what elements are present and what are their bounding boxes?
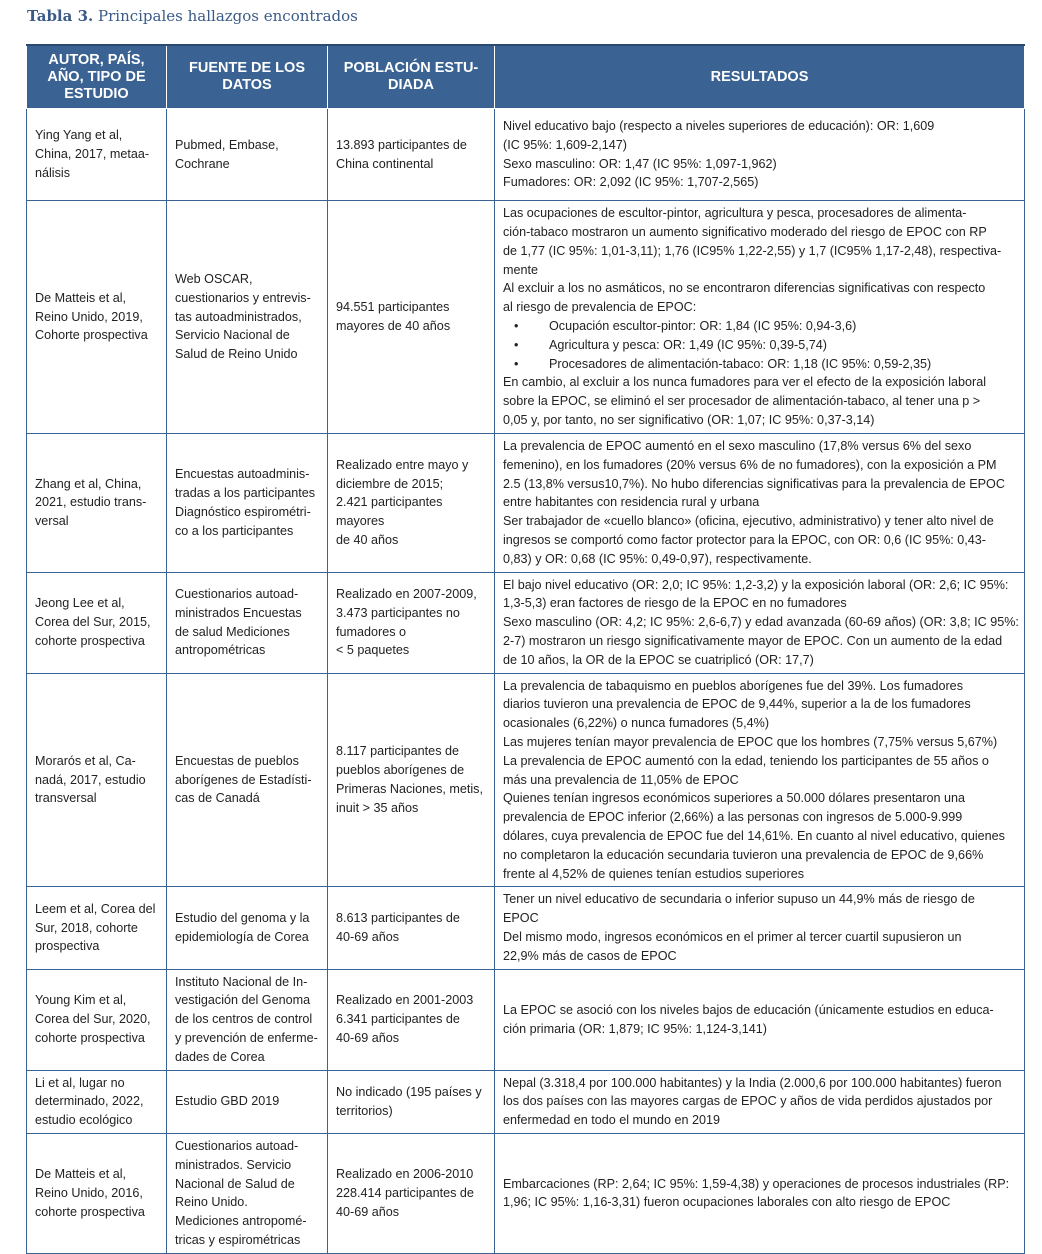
results-line: 1,96; IC 95%: 1,16-3,31) fueron ocupaciones laborales con alto riesgo de EPOC [503,1195,951,1210]
table-row [27,887,1025,969]
cell-author-line: Reino Unido, 2019, [35,309,143,324]
cell-source-line: Encuestas de pueblos [175,753,299,768]
cell-author-line: cohorte prospectiva [35,1030,145,1045]
results-line: Sexo masculino: OR: 1,47 (IC 95%: 1,097-1,962) [503,156,777,171]
results-line: En cambio, al excluir a los nunca fumadores para ver el efecto de la exposición laboral [503,375,987,390]
cell-author [27,1070,167,1133]
cell-source-line: Instituto Nacional de In- [175,974,308,989]
cell-source-line: dades de Corea [175,1049,265,1064]
cell-population-line: 40-69 años [336,1030,400,1045]
bullet-text: Procesadores de alimentación-tabaco: OR: 1,18 (IC 95%: 0,59-2,35) [549,356,932,371]
cell-population [328,109,495,201]
results-line: no completaron la educación secundaria tuvieron una prevalencia de EPOC de 9,66% [503,847,984,862]
cell-source-line: cuestionarios y entrevis- [175,290,311,305]
cell-author [27,673,167,887]
cell-source-line: Cuestionarios autoad- [175,1139,299,1153]
results-line: La prevalencia de EPOC aumentó en el sexo masculino (17,8% versus 6% del sexo [503,439,972,453]
header-results [495,45,1025,109]
cell-author-line: Li et al, lugar no [35,1075,125,1090]
cell-author-line: China, 2017, metaa- [35,147,150,162]
cell-source-line: Encuestas autoadminis- [175,467,310,482]
cell-population-line: 228.414 participantes de [336,1185,474,1200]
results-line: 0,05 y, por tanto, no ser significativo (OR: 1,07; IC 95%: 0,37-3,14) [503,412,875,427]
cell-source [167,887,328,969]
results-line: EPOC [503,911,539,926]
cell-population-line: 94.551 participantes [336,300,450,315]
cell-author-line: estudio ecológico [35,1113,133,1128]
header-line: AÑO, TIPO DE [47,68,146,85]
cell-author-line: transversal [35,791,97,806]
results-line: 0,83) y OR: 0,68 (IC 95%: 0,49-0,97), respectivamente. [503,551,812,566]
cell-source [167,434,328,573]
cell-population-line: < 5 paquetes [336,643,410,658]
header-line: RESULTADOS [710,68,809,85]
results-line: prevalencia de EPOC inferior (2,66%) a las personas con ingresos de 5.000-9.999 [503,810,963,825]
cell-source-line: tas autoadministrados, [175,309,302,324]
results-line: Sexo masculino (OR: 4,2; IC 95%: 2,6-6,7) y edad avanzada (60-69 años) (OR: 3,8; IC 95%: [503,615,1019,630]
results-line: (IC 95%: 1,609-2,147) [503,137,627,152]
cell-author-line: Leem et al, Corea del [35,901,156,916]
cell-source-line: co a los participantes [175,523,294,538]
cell-author-line: Morarós et al, Ca- [35,753,136,768]
header-line: ESTUDIO [64,85,129,102]
cell-population-line: No indicado (195 países y [336,1084,482,1099]
cell-author-line: Cohorte prospectiva [35,328,148,343]
cell-author-line: nadá, 2017, estudio [35,772,146,787]
cell-population-line: 3.473 participantes no [336,605,460,620]
results-line: mente [503,262,539,277]
cell-source-line: tricas y espirométricas [175,1232,301,1247]
cell-source-line: Pubmed, Embase, [175,137,279,152]
results-line: Embarcaciones (RP: 2,64; IC 95%: 1,59-4,38) y operaciones de procesos industriales (RP: [503,1176,1010,1191]
cell-author-line: Sur, 2018, cohorte [35,920,138,935]
results-line: Ser trabajador de «cuello blanco» (oficina, ejecutivo, administrativo) y tener alto nivel de [503,514,994,529]
cell-source [167,109,328,201]
cell-source [167,1070,328,1133]
cell-source-line: Nacional de Salud de [175,1176,295,1191]
table-row [27,434,1025,573]
cell-population-line: inuit > 35 años [336,800,419,815]
caption-label: Tabla 3. [27,7,94,25]
cell-results [495,109,1025,201]
cell-results [495,572,1025,673]
cell-population [328,969,495,1070]
cell-author [27,1133,167,1253]
cell-author-line: cohorte prospectiva [35,1204,145,1219]
table-row [27,1070,1025,1133]
cell-source-line: antropométricas [175,643,266,658]
cell-author-line: versal [35,514,69,529]
cell-author [27,201,167,434]
header-population [328,45,495,109]
findings-table [26,44,1025,1254]
cell-source-line: de salud Mediciones [175,624,290,639]
cell-source-line: Estudio GBD 2019 [175,1094,280,1109]
cell-source [167,673,328,887]
results-line: ocasionales (6,22%) o nunca fumadores (5,4%) [503,716,770,731]
cell-results [495,969,1025,1070]
cell-source-line: Diagnóstico espirométri- [175,504,311,519]
results-line: 2-7) mostraron un riesgo significativamente mayor de EPOC. Con un aumento de la edad [503,633,1003,648]
cell-population [328,201,495,434]
results-bullet-item [503,336,1016,355]
results-line: dólares, cuya prevalencia de EPOC fue del 14,61%. En cuanto al nivel educativo, quienes [503,828,1005,843]
bullet-icon: • [514,337,519,352]
cell-population-line: 6.341 participantes de [336,1012,460,1027]
cell-population-line: pueblos aborígenes de [336,763,465,778]
bullet-text: Ocupación escultor-pintor: OR: 1,84 (IC 95%: 0,94-3,6) [549,319,857,333]
header-row [27,45,1025,109]
cell-population-line: territorios) [336,1103,393,1118]
header-line: DATOS [222,77,272,93]
cell-population [328,572,495,673]
cell-results [495,1070,1025,1133]
results-line: femenino), en los fumadores (20% versus 6% de no fumadores), con la exposición a PM [503,457,997,472]
bullet-text: Agricultura y pesca: OR: 1,49 (IC 95%: 0,39-5,74) [549,337,827,352]
cell-source-line: de los centros de control [175,1012,313,1027]
results-line: 2.5 (13,8% versus10,7%). No hubo diferencias significativas para la prevalencia de EPOC [503,476,1005,491]
cell-source-line: Mediciones antropomé- [175,1214,307,1229]
cell-source [167,1133,328,1253]
cell-population-line: de 40 años [336,532,399,547]
table-row [27,572,1025,673]
cell-author-line: Ying Yang et al, [35,128,123,143]
cell-population-line: 40-69 años [336,929,400,944]
results-line: de 1,77 (IC 95%: 1,01-3,11); 1,76 (IC95% 1,22-2,55) y 1,7 (IC95% 1,17-2,48), respectiva- [503,243,1002,258]
cell-author-line: nálisis [35,165,70,180]
cell-author-line: Young Kim et al, [35,993,127,1008]
table-row [27,109,1025,201]
cell-results [495,887,1025,969]
results-line: más una prevalencia de 11,05% de EPOC [503,772,739,787]
cell-source [167,572,328,673]
header-line: AUTOR, PAÍS, [48,51,145,68]
header-line: DIADA [388,77,434,93]
cell-source-line: epidemiología de Corea [175,929,309,944]
cell-source-line: Reino Unido. [175,1195,248,1210]
cell-source-line: cas de Canadá [175,791,260,806]
cell-population-line: fumadores o [336,624,407,639]
cell-population-line: Realizado en 2007-2009, [336,586,477,601]
bullet-icon: • [514,356,519,371]
cell-author-line: Jeong Lee et al, [35,596,125,611]
cell-source-line: Web OSCAR, [175,272,253,286]
cell-population-line: 2.421 participantes [336,495,443,510]
cell-author-line: Corea del Sur, 2020, [35,1012,151,1027]
table-caption [27,7,358,25]
cell-author [27,434,167,573]
cell-author-line: 2021, estudio trans- [35,495,147,510]
cell-population-line: 8.613 participantes de [336,911,460,926]
results-line: Nivel educativo bajo (respecto a niveles superiores de educación): OR: 1,609 [503,118,935,133]
results-line: ingresos se comportó como factor protector para la EPOC, con OR: 0,6 (IC 95%: 0,43- [503,532,986,547]
cell-source-line: ministrados. Servicio [175,1157,292,1172]
table-row [27,673,1025,887]
results-line: ción primaria (OR: 1,879; IC 95%: 1,124-3,141) [503,1021,767,1036]
results-line: los dos países con las mayores cargas de EPOC y años de vida perdidos ajustados por [503,1094,993,1109]
cell-population-line: mayores [336,514,385,529]
cell-author-line: determinado, 2022, [35,1094,144,1109]
results-line: diarios tuvieron una prevalencia de EPOC de 9,44%, superior a la de los fumadores [503,697,971,712]
cell-population-line: 40-69 años [336,1204,400,1219]
cell-population-line: diciembre de 2015; [336,476,444,491]
results-line: entre habitantes con residencia rural y urbana [503,495,760,510]
cell-population [328,887,495,969]
cell-population-line: 13.893 participantes de [336,137,467,152]
results-line: al riesgo de prevalencia de EPOC: [503,300,697,315]
cell-author-line: De Matteis et al, [35,1167,126,1182]
results-line: frente al 4,52% de quienes tenían estudios superiores [503,866,805,881]
results-line: ción-tabaco mostraron un aumento significativo moderado del riesgo de EPOC con RP [503,225,987,240]
cell-author-line: Zhang et al, China, [35,476,142,491]
results-line: sobre la EPOC, se eliminó el ser procesador de alimentación-tabaco, al tener una p > [503,394,981,409]
cell-source-line: ministrados Encuestas [175,605,302,620]
table-body [27,109,1025,1254]
results-line: El bajo nivel educativo (OR: 2,0; IC 95%: 1,2-3,2) y la exposición laboral (OR: 2,6; IC 95%: [503,577,1009,592]
results-line: La prevalencia de EPOC aumentó con la edad, teniendo los participantes de 55 años o [503,753,989,768]
cell-source-line: Cuestionarios autoad- [175,586,299,601]
results-line: La EPOC se asoció con los niveles bajos de educación (únicamente estudios en educa- [503,1002,994,1017]
results-line: 1,3-5,3) eran factores de riesgo de la EPOC en no fumadores [503,596,847,611]
results-bullet-item [503,317,1016,336]
results-line: Al excluir a los no asmáticos, no se encontraron diferencias significativas con respecto [503,281,986,296]
cell-author [27,969,167,1070]
table-row [27,969,1025,1070]
cell-population [328,434,495,573]
results-line: Fumadores: OR: 2,092 (IC 95%: 1,707-2,565) [503,175,759,190]
results-line: Nepal (3.318,4 por 100.000 habitantes) y la India (2.000,6 por 100.000 habitantes) fueron [503,1075,1002,1090]
cell-author-line: Corea del Sur, 2015, [35,615,151,630]
cell-population-line: 8.117 participantes de [336,744,459,759]
results-line: Las ocupaciones de escultor-pintor, agricultura y pesca, procesadores de alimenta- [503,206,967,221]
results-line: Tener un nivel educativo de secundaria o inferior supuso un 44,9% más de riesgo de [503,892,975,907]
table-row [27,1133,1025,1253]
cell-author [27,887,167,969]
cell-source-line: Cochrane [175,156,230,171]
cell-results [495,201,1025,434]
cell-source-line: tradas a los participantes [175,485,316,500]
cell-author [27,572,167,673]
cell-population-line: Realizado en 2001-2003 [336,993,474,1008]
cell-population [328,1133,495,1253]
cell-author-line: Reino Unido, 2016, [35,1185,143,1200]
cell-results [495,1133,1025,1253]
cell-author [27,109,167,201]
cell-source-line: y prevención de enferme- [175,1030,318,1045]
results-line: enfermedad en todo el mundo en 2019 [503,1113,721,1128]
results-line: Del mismo modo, ingresos económicos en el primer al tercer cuartil supusieron un [503,929,962,944]
table-row [27,201,1025,434]
cell-author-line: De Matteis et al, [35,290,126,305]
header-line: POBLACIÓN ESTU- [343,60,479,76]
cell-source-line: aborígenes de Estadísti- [175,772,312,787]
cell-population-line: Realizado en 2006-2010 [336,1167,474,1182]
results-line: 22,9% más de casos de EPOC [503,948,677,963]
cell-population-line: China continental [336,156,434,171]
cell-population-line: Primeras Naciones, metis, [336,781,483,796]
header-line: FUENTE DE LOS [188,60,305,76]
cell-population-line: mayores de 40 años [336,319,451,333]
cell-population [328,1070,495,1133]
header-author [27,45,167,109]
cell-source [167,201,328,434]
results-line: de 10 años, la OR de la EPOC se cuatriplicó (OR: 17,7) [503,652,814,667]
cell-results [495,434,1025,573]
cell-source-line: Estudio del genoma y la [175,911,310,926]
results-line: Quienes tenían ingresos económicos superiores a 50.000 dólares presentaron una [503,791,966,806]
bullet-icon: • [514,319,519,333]
header-source [167,45,328,109]
cell-source-line: Salud de Reino Unido [175,347,298,362]
cell-population-line: Realizado entre mayo y [336,457,469,472]
cell-results [495,673,1025,887]
results-line: La prevalencia de tabaquismo en pueblos aborígenes fue del 39%. Los fumadores [503,678,963,693]
results-line: Las mujeres tenían mayor prevalencia de EPOC que los hombres (7,75% versus 5,67%) [503,734,998,749]
cell-author-line: cohorte prospectiva [35,633,145,648]
results-bullet-item [503,355,1016,374]
cell-author-line: prospectiva [35,939,100,954]
cell-source-line: vestigación del Genoma [175,993,311,1008]
caption-title: Principales hallazgos encontrados [98,7,358,25]
cell-source-line: Servicio Nacional de [175,328,290,343]
cell-source [167,969,328,1070]
cell-population [328,673,495,887]
